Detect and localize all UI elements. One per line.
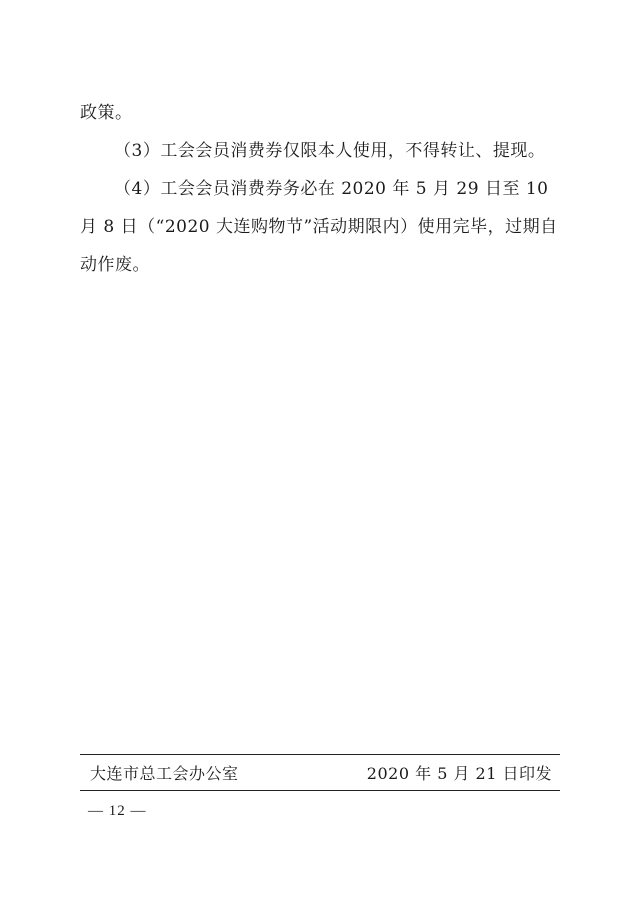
imprint-line xyxy=(90,757,552,787)
imprint-bottom-rule xyxy=(80,790,560,791)
paragraph-continuation: 政策。 xyxy=(80,103,133,123)
paragraph-item-4: （4）工会会员消费券务必在 2020 年 5 月 29 日至 10 月 8 日（“2020 大连购物节”活动期限内）使用完毕，过期自动作废。 xyxy=(80,179,558,275)
imprint-top-rule xyxy=(80,754,560,755)
imprint-date: 2020 年 5 月 21 日印发 xyxy=(366,763,552,783)
imprint-issuer: 大连市总工会办公室 xyxy=(90,763,239,783)
body-text xyxy=(80,94,564,284)
page-number: — 12 — xyxy=(88,803,147,819)
paragraph-item-3: （3）工会会员消费券仅限本人使用，不得转让、提现。 xyxy=(114,141,546,161)
